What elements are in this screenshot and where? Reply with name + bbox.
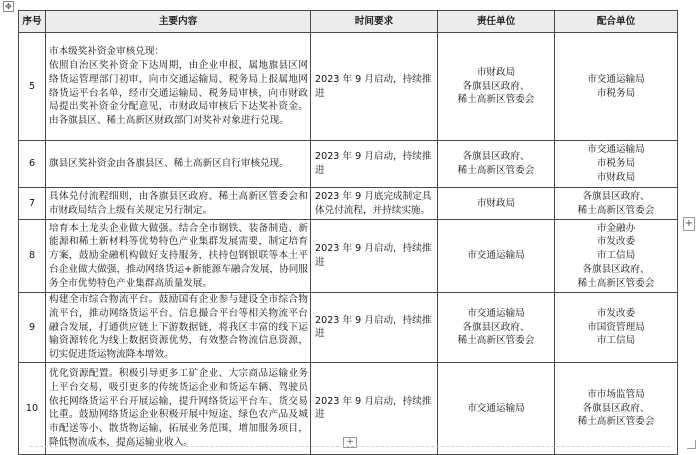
add-row-button[interactable]: + — [343, 437, 357, 448]
row-num: 5 — [19, 33, 46, 141]
table-row — [19, 188, 678, 220]
row-responsible: 市交通运输局 — [438, 362, 555, 454]
header-content: 主要内容 — [46, 11, 311, 33]
table-move-handle[interactable]: ✥ — [3, 1, 14, 12]
row-content: 构建全市综合物流平台。鼓励国有企业参与建设全市综合物流平台，推动网络货运平台、信息撮合平台等相关物流平台融合发展，打通供应链上下游数据链，将我区丰富的线下运输资源转化为线上数据资源优势，有效整合物流信息资源，切实促进货运物流降本增效。 — [46, 293, 311, 363]
row-num: 9 — [19, 293, 46, 363]
row-time: 2023 年 9 月启动，持续推进 — [311, 141, 438, 188]
table-resize-icon[interactable] — [687, 440, 696, 449]
row-time: 2023 年 9 月底完成制定具体兑付流程，并持续实施。 — [311, 188, 438, 220]
table-header-row — [19, 11, 678, 33]
row-num: 8 — [19, 220, 46, 293]
row-num: 7 — [19, 188, 46, 220]
row-time: 2023 年 9 月启动，持续推进 — [311, 293, 438, 363]
row-cooperate: 市金融办 市发改委 市工信局 各旗县区政府、 稀土高新区管委会 — [555, 220, 678, 293]
table-row — [19, 220, 678, 293]
row-responsible: 市交通运输局 — [438, 220, 555, 293]
row-content: 旗县区奖补资金由各旗县区、稀土高新区自行审核兑现。 — [46, 141, 311, 188]
header-num: 序号 — [19, 11, 46, 33]
row-cooperate: 市交通运输局 市税务局 市财政局 — [555, 141, 678, 188]
table-row — [19, 293, 678, 363]
row-content: 市本级奖补资金审核兑现： 依照自治区奖补资金下达周期，由企业申报，属地旗县区网络货运管理部门初审，向市交通运输局、税务局上报属地网络货运平台名单，经市交通运输局、税务局审核，向市财政局提出奖补资金分配意见，市财政局审核后下达奖补资金。由各旗县区、稀土高新区财政部门对奖补对象进行兑现。 — [46, 33, 311, 141]
row-cooperate: 市市场监管局 各旗县区政府、 稀土高新区管委会 — [555, 362, 678, 454]
header-cooperate: 配合单位 — [555, 11, 678, 33]
row-cooperate: 各旗县区政府、 稀土高新区管委会 — [555, 188, 678, 220]
row-cooperate: 市交通运输局 市税务局 — [555, 33, 678, 141]
row-num: 6 — [19, 141, 46, 188]
row-time: 2023 年 9 月启动，持续推进 — [311, 362, 438, 454]
row-num: 10 — [19, 362, 46, 454]
task-table — [18, 10, 678, 455]
table-row — [19, 33, 678, 141]
row-content: 具体兑付流程细则，由各旗县区政府、稀土高新区管委会和市财政局结合上级有关规定另行制定。 — [46, 188, 311, 220]
row-time: 2023 年 9 月启动，持续推进 — [311, 33, 438, 141]
row-responsible: 各旗县区政府、 稀土高新区管委会 — [438, 141, 555, 188]
row-responsible: 市财政局 各旗县区政府、 稀土高新区管委会 — [438, 33, 555, 141]
row-content: 优化资源配置。积极引导更多工矿企业、大宗商品运输业务上平台交易，吸引更多的传统货运企业和货运车辆、驾驶员依托网络货运平台开展运输，提升网络货运平台车、货交易比重。鼓励网络货运企业积极开展中短途、绿色农产品及城市配送等小、散货物运输，拓展业务范围，增加服务项目，降低物流成本，提高运输业收入。 — [46, 362, 311, 454]
page-bottom-edge — [30, 446, 670, 453]
header-responsible: 责任单位 — [438, 11, 555, 33]
table-row — [19, 141, 678, 188]
row-time: 2023 年 9 月启动，持续推进 — [311, 220, 438, 293]
row-content: 培育本土龙头企业做大做强。结合全市钢铁、装备制造、新能源和稀土新材料等优势特色产业集群发展需要，制定培育方案，鼓励金融机构做好支持服务，扶持包钢银联等本土平台企业做大做强，推动网络货运+新能源车融合发展，协同服务全市优势特色产业集群高质量发展。 — [46, 220, 311, 293]
add-column-button[interactable]: + — [684, 218, 694, 229]
row-responsible: 市财政局 — [438, 188, 555, 220]
row-responsible: 市交通运输局 各旗县区政府、 稀土高新区管委会 — [438, 293, 555, 363]
row-cooperate: 市发改委 市国资管理局 市工信局 — [555, 293, 678, 363]
header-time: 时间要求 — [311, 11, 438, 33]
